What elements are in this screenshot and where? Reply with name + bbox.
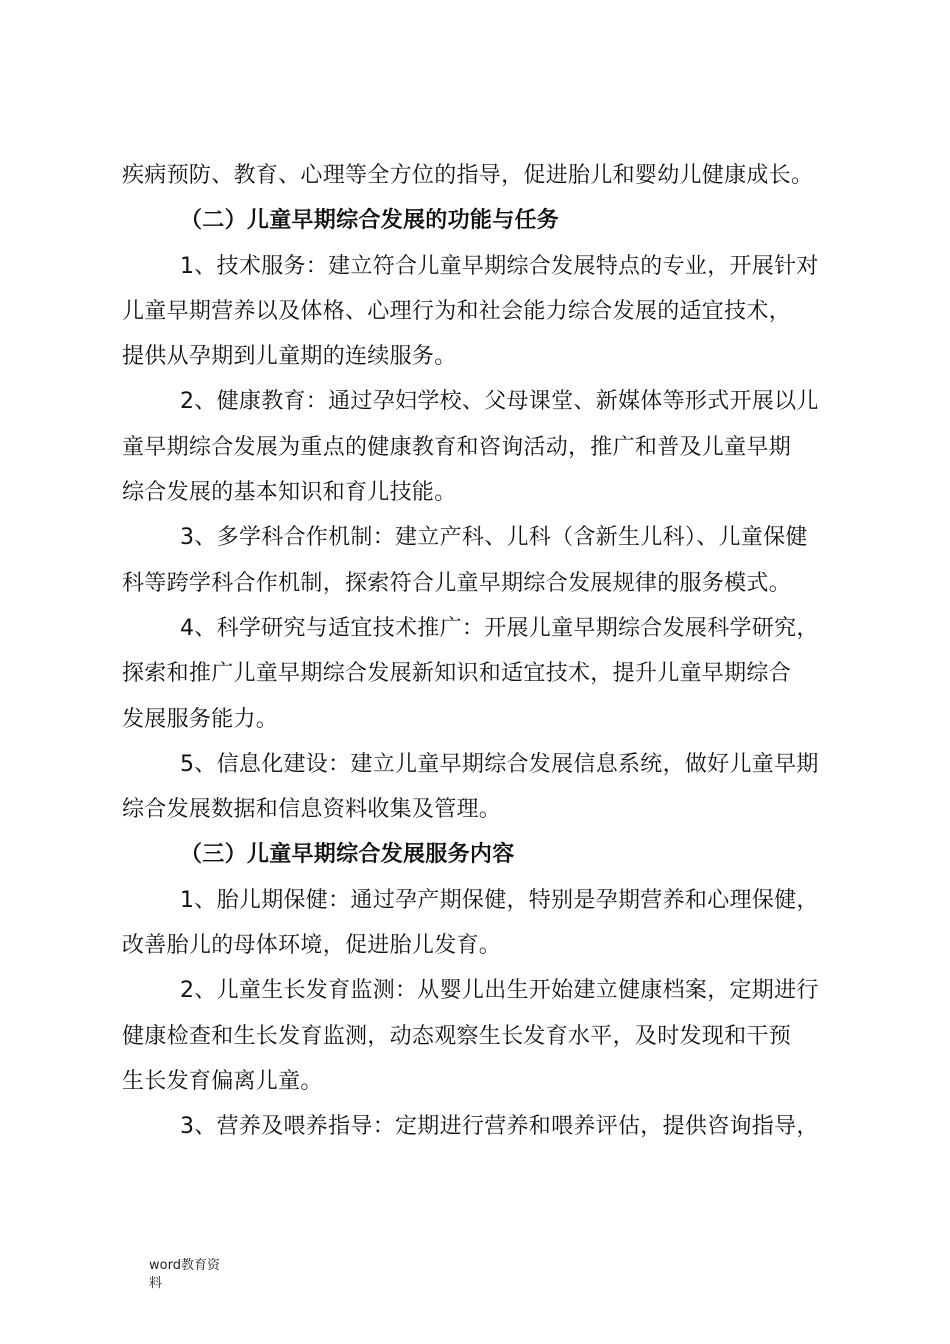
- paragraph-line: 2、健康教育：通过孕妇学校、父母课堂、新媒体等形式开展以儿: [180, 389, 819, 415]
- document-body: [122, 153, 850, 1150]
- footer-text-line-2: 料: [149, 1276, 163, 1291]
- section-heading-3: （三）儿童早期综合发展服务内容: [180, 842, 515, 868]
- paragraph-line: 科等跨学科合作机制，探索符合儿童早期综合发展规律的服务模式。: [122, 570, 792, 596]
- paragraph-line: 5、信息化建设：建立儿童早期综合发展信息系统，做好儿童早期: [180, 751, 819, 777]
- paragraph-line: 健康检查和生长发育监测，动态观察生长发育水平，及时发现和干预: [122, 1023, 792, 1049]
- paragraph-line: 1、技术服务：建立符合儿童早期综合发展特点的专业，开展针对: [180, 253, 819, 279]
- paragraph-line: 改善胎儿的母体环境，促进胎儿发育。: [122, 933, 502, 959]
- paragraph-line: 3、多学科合作机制：建立产科、儿科（含新生儿科）、儿童保健: [180, 525, 808, 551]
- paragraph-line: 4、科学研究与适宜技术推广：开展儿童早期综合发展科学研究，: [180, 615, 819, 641]
- paragraph-line: 1、胎儿期保健：通过孕产期保健，特别是孕期营养和心理保健，: [180, 887, 819, 913]
- section-heading-2: （二）儿童早期综合发展的功能与任务: [180, 208, 560, 234]
- paragraph-line: 发展服务能力。: [122, 706, 279, 732]
- paragraph-line: 提供从孕期到儿童期的连续服务。: [122, 344, 457, 370]
- paragraph-line: 儿童早期营养以及体格、心理行为和社会能力综合发展的适宜技术，: [122, 298, 792, 324]
- paragraph-line: 生长发育偏离儿童。: [122, 1068, 323, 1094]
- paragraph-line: 探索和推广儿童早期综合发展新知识和适宜技术，提升儿童早期综合: [122, 661, 792, 687]
- paragraph-line: 3、营养及喂养指导：定期进行营养和喂养评估，提供咨询指导，: [180, 1114, 819, 1140]
- paragraph-line: 综合发展数据和信息资料收集及管理。: [122, 797, 502, 823]
- paragraph-line: 童早期综合发展为重点的健康教育和咨询活动，推广和普及儿童早期: [122, 434, 792, 460]
- paragraph-line: 综合发展的基本知识和育儿技能。: [122, 480, 457, 506]
- paragraph-line: 疾病预防、教育、心理等全方位的指导，促进胎儿和婴幼儿健康成长。: [122, 163, 814, 188]
- footer-text-line-1: word教育资: [149, 1258, 220, 1273]
- page-footer: [149, 1257, 220, 1293]
- paragraph-line: 2、儿童生长发育监测：从婴儿出生开始建立健康档案，定期进行: [180, 978, 819, 1004]
